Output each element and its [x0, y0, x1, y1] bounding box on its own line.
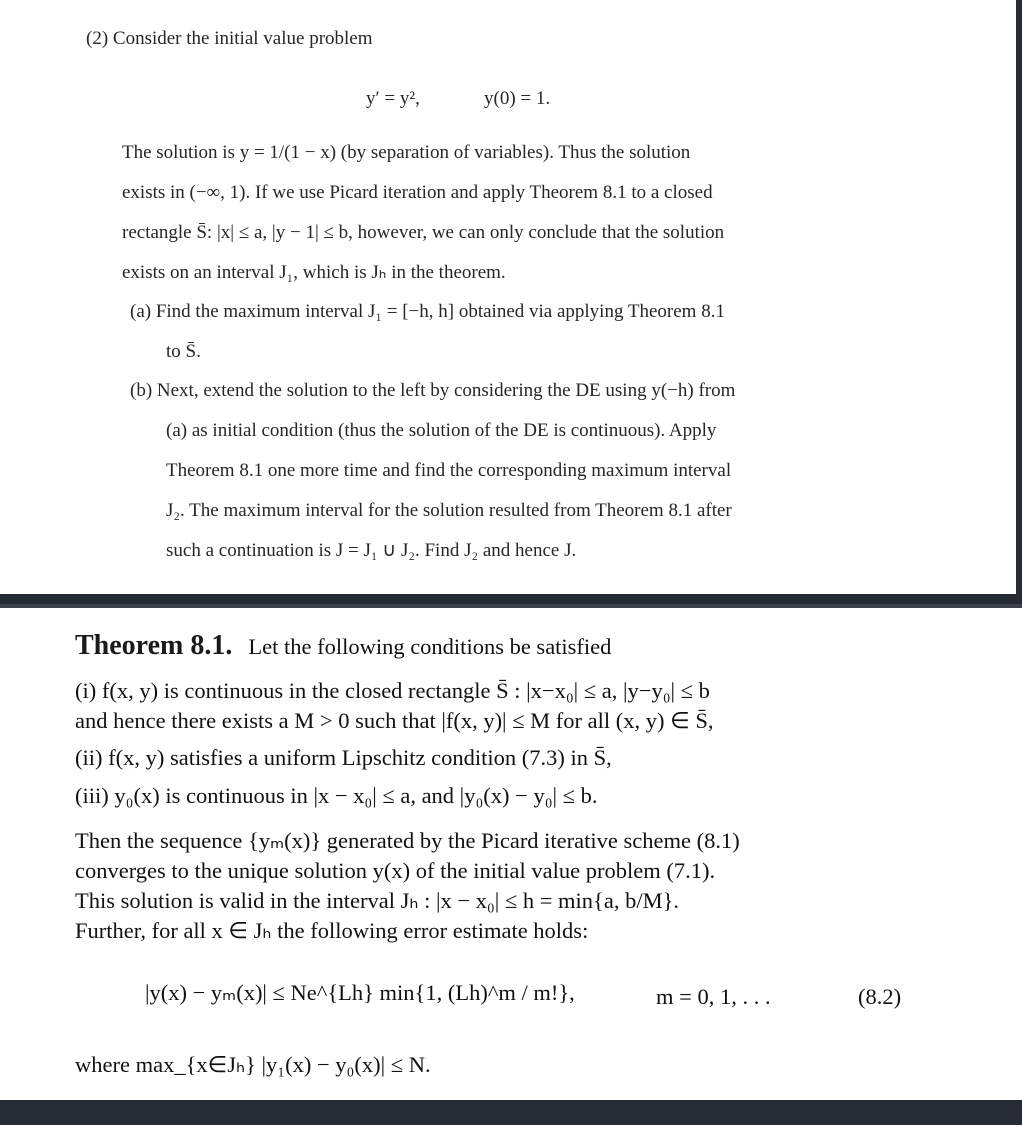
theorem-intro: Let the following conditions be satisfied — [248, 634, 612, 659]
part-b-cont: (a) as initial condition (thus the solution of the DE is continuous). Apply — [166, 420, 717, 441]
paragraph-line: exists in (−∞, 1). If we use Picard iteration and apply Theorem 8.1 to a closed — [122, 182, 713, 203]
where-line: where max_{x∈Jₕ} |y₁(x) − y₀(x)| ≤ N. — [75, 1052, 431, 1077]
conclusion-line: converges to the unique solution y(x) of the initial value problem (7.1). — [75, 858, 716, 883]
ode-equation: y′ = y², — [366, 88, 420, 109]
error-estimate: |y(x) − yₘ(x)| ≤ Ne^{Lh} min{1, (Lh)^m / m!}, — [145, 980, 575, 1005]
part-a: (a) Find the maximum interval J₁ = [−h, h] obtained via applying Theorem 8.1 — [130, 301, 725, 322]
part-b-cont: Theorem 8.1 one more time and find the corresponding maximum interval — [166, 460, 732, 481]
equation-number: (8.2) — [858, 984, 902, 1009]
screenshot-edge — [1016, 0, 1022, 594]
theorem-panel — [0, 608, 1022, 1100]
paragraph-line: exists on an interval J₁, which is Jₕ in the theorem. — [122, 262, 506, 283]
condition-i-cont: and hence there exists a M > 0 such that |f(x, y)| ≤ M for all (x, y) ∈ S̄, — [75, 708, 714, 733]
conclusion-line: This solution is valid in the interval Jₕ : |x − x₀| ≤ h = min{a, b/M}. — [75, 888, 679, 913]
initial-condition: y(0) = 1. — [484, 88, 551, 109]
condition-iii: (iii) y₀(x) is continuous in |x − x₀| ≤ a, and |y₀(x) − y₀| ≤ b. — [75, 783, 598, 808]
screenshot-divider — [0, 594, 1022, 608]
screenshot-footer — [0, 1100, 1022, 1125]
paragraph-line: The solution is y = 1/(1 − x) (by separation of variables). Thus the solution — [122, 142, 691, 163]
estimate-range: m = 0, 1, . . . — [656, 984, 771, 1009]
condition-i: (i) f(x, y) is continuous in the closed rectangle S̄ : |x−x₀| ≤ a, |y−y₀| ≤ b — [75, 678, 710, 703]
condition-ii: (ii) f(x, y) satisfies a uniform Lipschitz condition (7.3) in S̄, — [75, 745, 612, 770]
theorem-title: Theorem 8.1. — [75, 630, 233, 661]
part-a-cont: to S̄. — [166, 341, 201, 362]
part-b: (b) Next, extend the solution to the left by considering the DE using y(−h) from — [130, 380, 736, 401]
part-b-cont: J₂. The maximum interval for the solution resulted from Theorem 8.1 after — [166, 500, 732, 521]
conclusion-line: Further, for all x ∈ Jₕ the following error estimate holds: — [75, 918, 589, 943]
theorem-header — [75, 630, 611, 662]
problem-heading: (2) Consider the initial value problem — [86, 28, 373, 49]
conclusion-line: Then the sequence {yₘ(x)} generated by the Picard iterative scheme (8.1) — [75, 828, 740, 853]
part-b-cont: such a continuation is J = J₁ ∪ J₂. Find J₂ and hence J. — [166, 540, 577, 561]
paragraph-line: rectangle S̄: |x| ≤ a, |y − 1| ≤ b, however, we can only conclude that the solution — [122, 222, 725, 243]
